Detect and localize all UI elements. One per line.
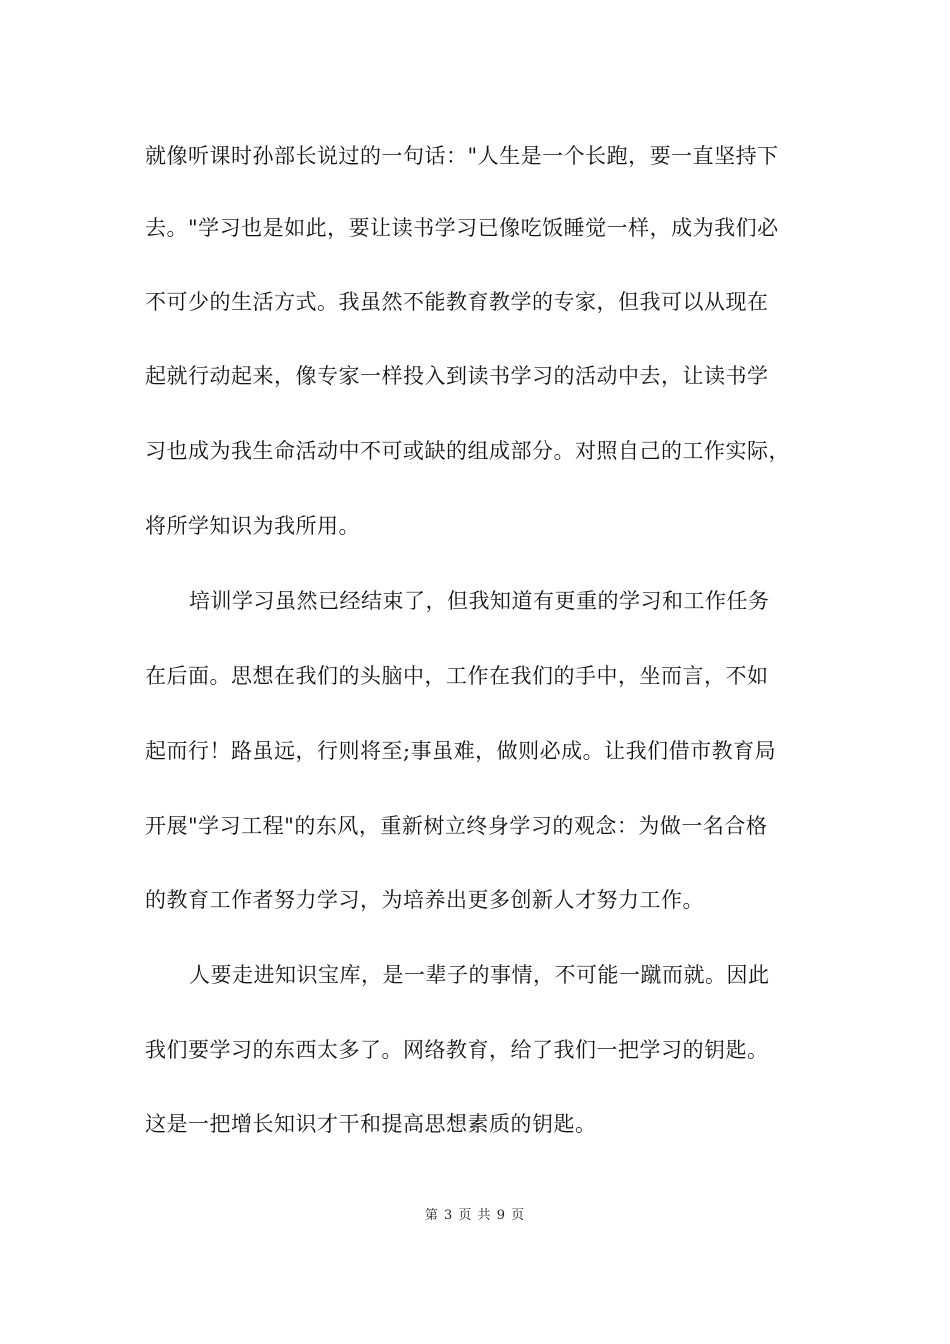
- text-line: 起就行动起来，像专家一样投入到读书学习的活动中去，让读书学: [145, 364, 769, 388]
- text-line: 在后面。思想在我们的头脑中，工作在我们的手中，坐而言，不如: [145, 664, 769, 688]
- text-line: 的教育工作者努力学习，为培养出更多创新人才努力工作。: [145, 888, 704, 912]
- text-line: 我们要学习的东西太多了。网络教育，给了我们一把学习的钥匙。: [145, 1038, 769, 1062]
- text-line: 去。"学习也是如此，要让读书学习已像吃饭睡觉一样，成为我们必: [145, 216, 779, 240]
- text-line: 习也成为我生命活动中不可或缺的组成部分。对照自己的工作实际，: [145, 439, 790, 463]
- text-line: 起而行！路虽远，行则将至;事虽难，做则必成。让我们借市教育局: [145, 739, 777, 763]
- text-line: 人要走进知识宝库，是一辈子的事情，不可能一蹴而就。因此: [189, 963, 770, 987]
- text-line: 将所学知识为我所用。: [145, 514, 360, 538]
- text-line: 开展"学习工程"的东风，重新树立终身学习的观念：为做一名合格: [145, 814, 768, 838]
- text-line: 培训学习虽然已经结束了，但我知道有更重的学习和工作任务: [189, 589, 770, 613]
- text-line: 这是一把增长知识才干和提高思想素质的钥匙。: [145, 1112, 597, 1136]
- page-number-footer: 第 3 页 共 9 页: [424, 1208, 526, 1223]
- text-line: 不可少的生活方式。我虽然不能教育教学的专家，但我可以从现在: [145, 290, 769, 314]
- text-line: 就像听课时孙部长说过的一句话："人生是一个长跑，要一直坚持下: [145, 144, 779, 168]
